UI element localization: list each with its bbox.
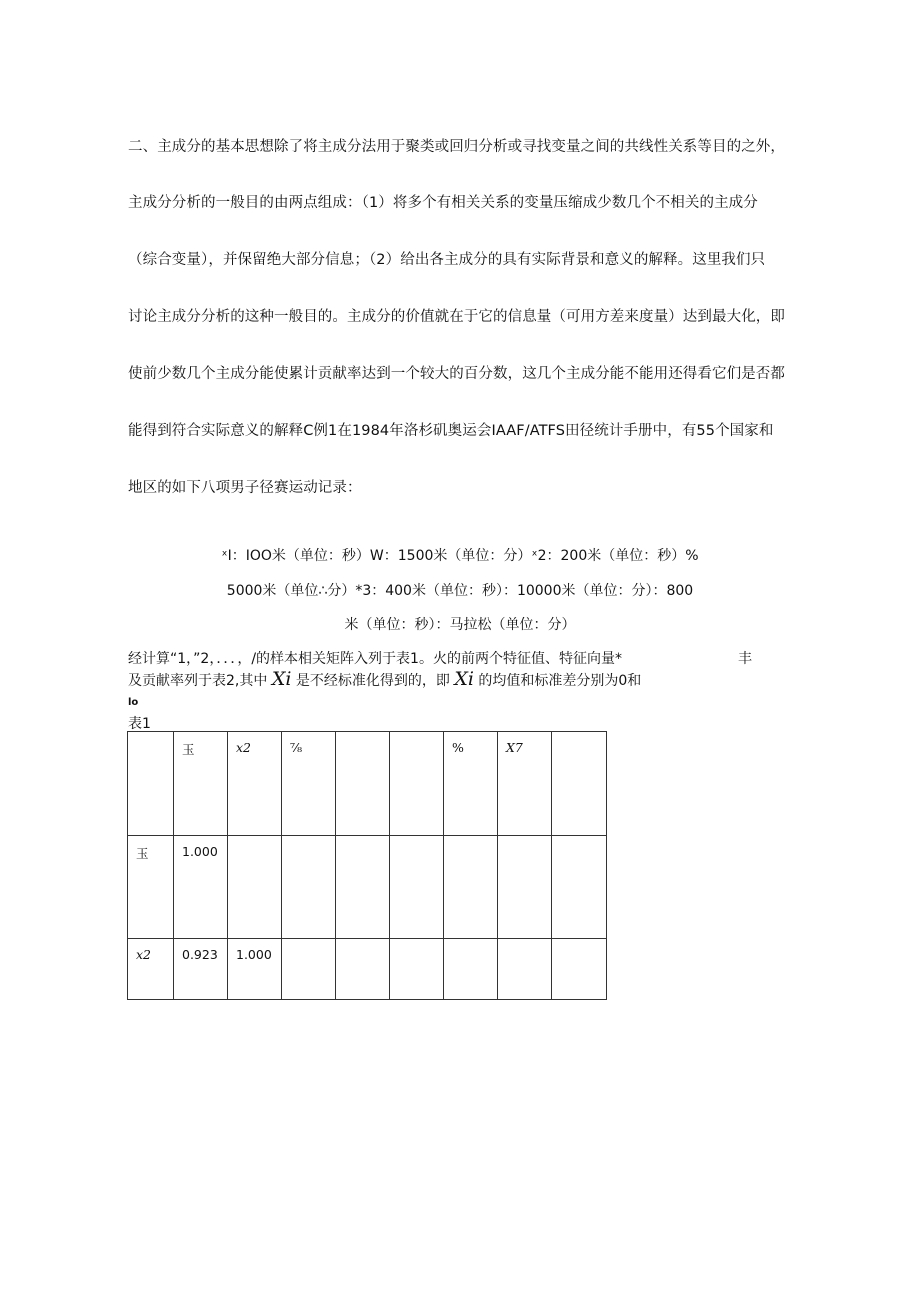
stats-line-2-part-a: 及贡献率列于表2,其中 bbox=[128, 673, 268, 689]
table-cell: 1.000 bbox=[174, 836, 228, 939]
table-cell bbox=[390, 939, 444, 1000]
stray-text: lo bbox=[128, 697, 139, 708]
stats-line-1-tail: 丰 bbox=[738, 651, 752, 667]
table-header-row bbox=[128, 732, 607, 836]
paragraph-line-3: （综合变量），并保留绝大部分信息；（2）给出各主成分的具有实际背景和意义的解释。这里我们只 bbox=[128, 252, 766, 268]
paragraph-line-2: 主成分分析的一般目的由两点组成：（1）将多个有相关关系的变量压缩成少数几个不相关的主成分 bbox=[128, 195, 758, 211]
table-cell bbox=[552, 836, 607, 939]
table-cell: 1.000 bbox=[228, 939, 282, 1000]
table-header-cell bbox=[390, 732, 444, 836]
table-cell bbox=[390, 836, 444, 939]
xi-symbol: Xi bbox=[454, 668, 474, 690]
table-cell bbox=[552, 939, 607, 1000]
table-header-cell: % bbox=[444, 732, 498, 836]
paragraph-line-1: 二、主成分的基本思想除了将主成分法用于聚类或回归分析或寻找变量之间的共线性关系等目的之外， bbox=[128, 139, 785, 155]
table-cell bbox=[336, 836, 390, 939]
table-header-cell: x2 bbox=[228, 732, 282, 836]
table-header-cell: X7 bbox=[498, 732, 552, 836]
table-row-label: x2 bbox=[128, 939, 174, 1000]
paragraph-line-5: 使前少数几个主成分能使累计贡献率达到一个较大的百分数，这几个主成分能不能用还得看它们是否都 bbox=[128, 366, 785, 382]
table-cell bbox=[444, 939, 498, 1000]
stats-line-2 bbox=[128, 668, 641, 690]
table-header-cell: ⅞ bbox=[282, 732, 336, 836]
table-row bbox=[128, 939, 607, 1000]
correlation-table bbox=[127, 731, 607, 1000]
table-cell bbox=[498, 939, 552, 1000]
stats-line-1-text: 经计算“1，”2，．．．，/的样本相关矩阵入列于表1。火的前两个特征值、特征向量* bbox=[128, 651, 622, 667]
table-cell bbox=[498, 836, 552, 939]
table-header-cell bbox=[336, 732, 390, 836]
paragraph-line-7: 地区的如下八项男子径赛运动记录： bbox=[128, 480, 362, 496]
stats-line-1 bbox=[128, 648, 622, 668]
table-cell: 0.923 bbox=[174, 939, 228, 1000]
variables-line-3: 米（单位：秒）：马拉松（单位：分） bbox=[344, 617, 576, 633]
table-cell bbox=[282, 836, 336, 939]
variables-line-2: 5000米（单位∴分）*3：400米（单位：秒）：10000米（单位：分）：800 bbox=[226, 583, 694, 599]
table-row bbox=[128, 836, 607, 939]
table-cell bbox=[444, 836, 498, 939]
variables-line-1: ˣI：IOO米（单位：秒）W：1500米（单位：分）ˣ2：200米（单位：秒）% bbox=[221, 548, 699, 564]
table-header-cell bbox=[128, 732, 174, 836]
table-header-cell bbox=[552, 732, 607, 836]
paragraph-line-4: 讨论主成分分析的这种一般目的。主成分的价值就在于它的信息量（可用方差来度量）达到最大化，即 bbox=[128, 309, 785, 325]
paragraph-line-6: 能得到符合实际意义的解释C例1在1984年洛杉矶奥运会IAAF/ATFS田径统计手册中，有55个国家和 bbox=[128, 423, 774, 439]
table-caption: 表1 bbox=[128, 716, 151, 732]
table-cell bbox=[336, 939, 390, 1000]
xi-symbol: Xi bbox=[271, 668, 292, 690]
table-row-label: 玉 bbox=[128, 836, 174, 939]
table-cell bbox=[282, 939, 336, 1000]
table-header-cell: 玉 bbox=[174, 732, 228, 836]
stats-line-2-part-c: 的均值和标准差分别为0和 bbox=[478, 673, 642, 689]
stats-line-2-part-b: 是不经标准化得到的，即 bbox=[295, 673, 450, 689]
table-cell bbox=[228, 836, 282, 939]
